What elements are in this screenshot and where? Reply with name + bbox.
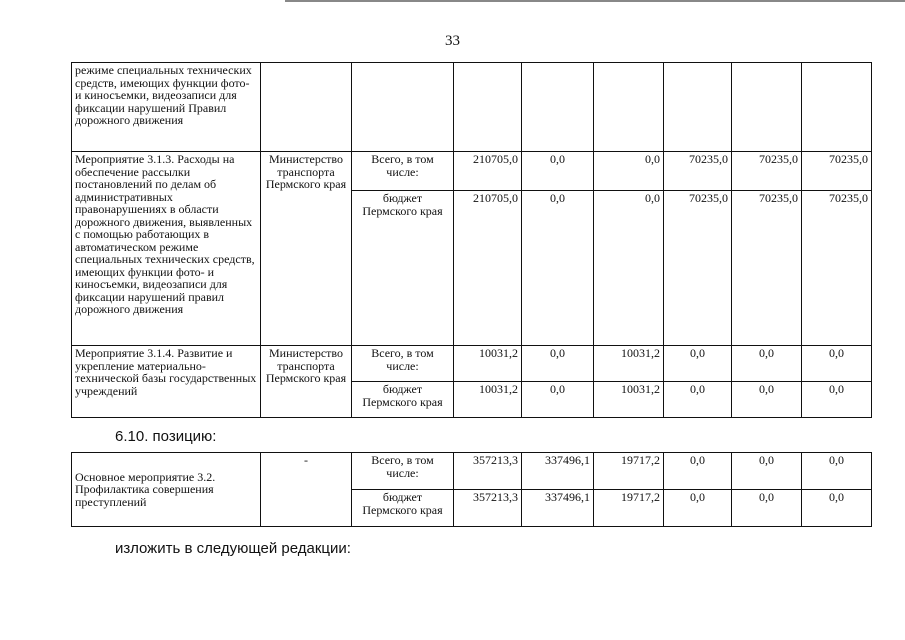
amount-cell: 70235,0 [664, 191, 732, 346]
table-row [72, 346, 872, 382]
continuation-cell: режиме специальных технических средств, имеющих функции фото- и киносъемки, видеозаписи для фиксации нарушений Правил дорожного движения [72, 63, 261, 152]
amount-cell: 10031,2 [594, 382, 664, 418]
executor-cell: Министерство транспорта Пермского края [261, 152, 352, 346]
executor-cell: Министерство транспорта Пермского края [261, 346, 352, 418]
amount-cell: 0,0 [664, 382, 732, 418]
amount-cell: 337496,1 [522, 490, 594, 527]
amount-cell: 0,0 [522, 191, 594, 346]
amount-cell: 70235,0 [802, 152, 872, 191]
amount-cell: 357213,3 [454, 453, 522, 490]
amount-cell: 0,0 [664, 346, 732, 382]
amount-cell: 357213,3 [454, 490, 522, 527]
amount-cell: 0,0 [802, 453, 872, 490]
executor-cell: - [261, 453, 352, 527]
source-label: Всего, в том числе: [352, 346, 454, 382]
amount-cell: 0,0 [732, 382, 802, 418]
table-row [72, 453, 872, 490]
amount-cell: 10031,2 [454, 382, 522, 418]
amount-cell: 210705,0 [454, 152, 522, 191]
source-label: бюджет Пермского края [352, 191, 454, 346]
source-label: Всего, в том числе: [352, 453, 454, 490]
table-row [72, 63, 872, 152]
activity-name: Основное мероприятие 3.2. Профилактика совершения преступлений [72, 453, 261, 527]
amount-cell: 337496,1 [522, 453, 594, 490]
amount-cell: 0,0 [594, 152, 664, 191]
program-table-position [71, 452, 872, 527]
top-border-line [285, 0, 905, 2]
amount-cell: 0,0 [522, 152, 594, 191]
amount-cell: 0,0 [522, 382, 594, 418]
source-label: Всего, в том числе: [352, 152, 454, 191]
closing-text: изложить в следующей редакции: [115, 540, 351, 557]
amount-cell: 0,0 [664, 490, 732, 527]
amount-cell: 19717,2 [594, 490, 664, 527]
activity-name: Мероприятие 3.1.4. Развитие и укрепление материально-технической базы государственных учреждений [72, 346, 261, 418]
activity-name: Мероприятие 3.1.3. Расходы на обеспечение рассылки постановлений по делам об административных правонарушениях в области дорожного движения, выявленных с помощью работающих в автоматическом режиме специальных технических средств, имеющих функции фото- и киносъемки, видеозаписи для фиксации нарушений правил дорожного движения [72, 152, 261, 346]
amount-cell: 210705,0 [454, 191, 522, 346]
amount-cell: 0,0 [732, 346, 802, 382]
amount-cell: 70235,0 [732, 191, 802, 346]
amount-cell: 0,0 [732, 453, 802, 490]
table-row [72, 152, 872, 191]
amount-cell: 0,0 [802, 346, 872, 382]
amount-cell: 0,0 [594, 191, 664, 346]
program-table-continued [71, 62, 872, 418]
section-label: 6.10. позицию: [115, 428, 217, 445]
amount-cell: 10031,2 [454, 346, 522, 382]
amount-cell: 10031,2 [594, 346, 664, 382]
source-label: бюджет Пермского края [352, 490, 454, 527]
amount-cell: 70235,0 [664, 152, 732, 191]
amount-cell: 70235,0 [732, 152, 802, 191]
amount-cell: 0,0 [802, 490, 872, 527]
amount-cell: 0,0 [732, 490, 802, 527]
amount-cell: 19717,2 [594, 453, 664, 490]
amount-cell: 0,0 [802, 382, 872, 418]
amount-cell: 0,0 [522, 346, 594, 382]
amount-cell: 0,0 [664, 453, 732, 490]
amount-cell: 70235,0 [802, 191, 872, 346]
source-label: бюджет Пермского края [352, 382, 454, 418]
page-number: 33 [445, 33, 460, 49]
